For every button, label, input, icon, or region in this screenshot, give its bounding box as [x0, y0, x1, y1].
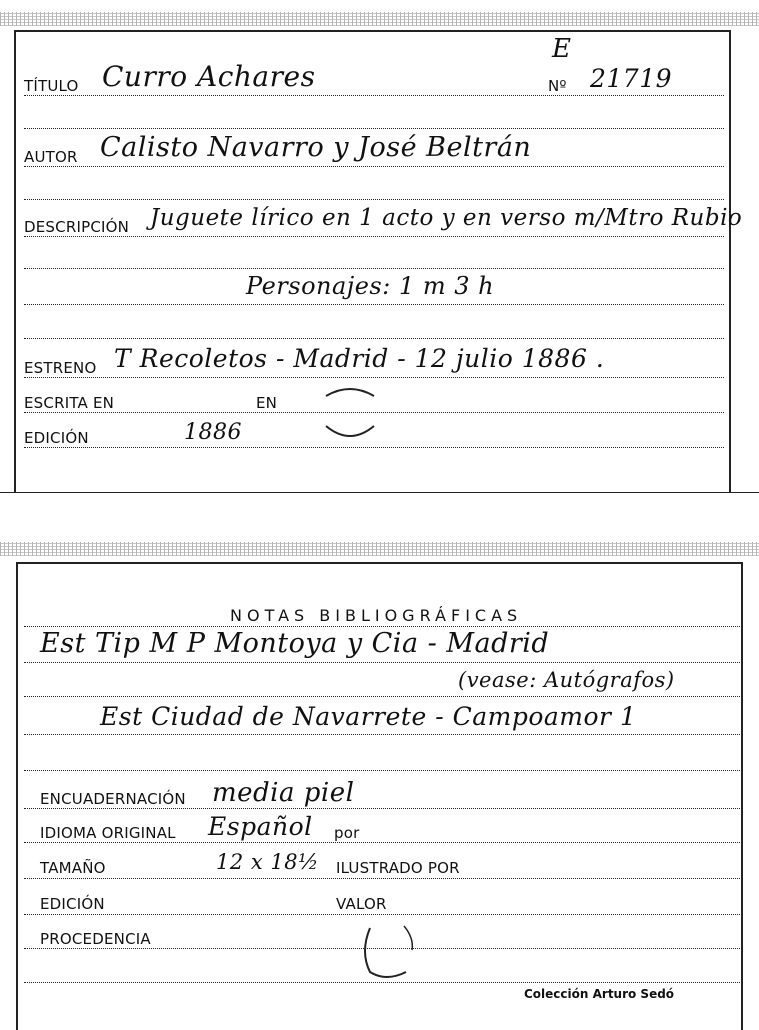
nota-line-3: Est Ciudad de Navarrete - Campoamor 1 [100, 702, 637, 731]
en-label: EN [256, 394, 278, 412]
por-label: por [334, 824, 360, 842]
rule [24, 377, 724, 378]
rule [24, 304, 724, 305]
catalog-card-bottom [0, 540, 759, 1028]
descripcion-value-line-1: Juguete lírico en 1 acto y en verso m/Mtro Rubio [150, 205, 743, 231]
nota-line-1: Est Tip M P Montoya y Cia - Madrid [40, 628, 550, 659]
rule [24, 770, 740, 771]
idioma-value: Español [208, 812, 313, 841]
autor-label: AUTOR [24, 148, 78, 166]
rule [24, 734, 740, 735]
rule [24, 338, 724, 339]
rule [24, 914, 740, 915]
nota-line-2: (vease: Autógrafos) [458, 668, 675, 692]
numero-label: Nº [548, 77, 567, 95]
punch-hole-mark [318, 382, 382, 446]
card-divider [0, 492, 759, 493]
titulo-label: TÍTULO [24, 77, 79, 95]
punch-hole-mark [356, 920, 420, 984]
idioma-label: IDIOMA ORIGINAL [40, 824, 176, 842]
numero-value: 21719 [590, 64, 673, 93]
procedencia-label: PROCEDENCIA [40, 930, 151, 948]
encuadernacion-value: media piel [212, 778, 355, 808]
rule [24, 808, 740, 809]
descripcion-label: DESCRIPCIÓN [24, 218, 130, 236]
rule [24, 662, 740, 663]
rule [24, 128, 724, 129]
rule [24, 696, 740, 697]
collection-credit: Colección Arturo Sedó [524, 987, 675, 1001]
rule [24, 447, 724, 448]
ilustrado-por-label: ILUSTRADO POR [336, 859, 460, 877]
titulo-value: Curro Achares [102, 60, 316, 93]
rule [24, 95, 724, 96]
rule [24, 626, 740, 627]
rule [24, 268, 724, 269]
estreno-value: T Recoletos - Madrid - 12 julio 1886 . [114, 344, 605, 373]
scan-noise-strip [0, 542, 759, 556]
rule [24, 878, 740, 879]
encuadernacion-label: ENCUADERNACIÓN [40, 790, 186, 808]
corner-letter: E [552, 34, 572, 64]
catalog-card-top [0, 0, 759, 495]
autor-value: Calisto Navarro y José Beltrán [100, 132, 532, 163]
estreno-label: ESTRENO [24, 359, 97, 377]
scan-noise-strip [0, 12, 759, 26]
escrita-en-label: ESCRITA EN [24, 394, 115, 412]
rule [24, 199, 724, 200]
tamano-label: TAMAÑO [40, 859, 106, 877]
descripcion-value-line-2: Personajes: 1 m 3 h [246, 272, 495, 300]
rule [24, 166, 724, 167]
tamano-value: 12 x 18½ [216, 850, 319, 874]
edicion-label: EDICIÓN [40, 895, 105, 913]
valor-label: VALOR [336, 895, 387, 913]
rule [24, 842, 740, 843]
notas-heading: NOTAS BIBLIOGRÁFICAS [230, 606, 523, 625]
rule [24, 236, 724, 237]
edicion-label: EDICIÓN [24, 429, 89, 447]
edicion-value: 1886 [184, 420, 242, 445]
